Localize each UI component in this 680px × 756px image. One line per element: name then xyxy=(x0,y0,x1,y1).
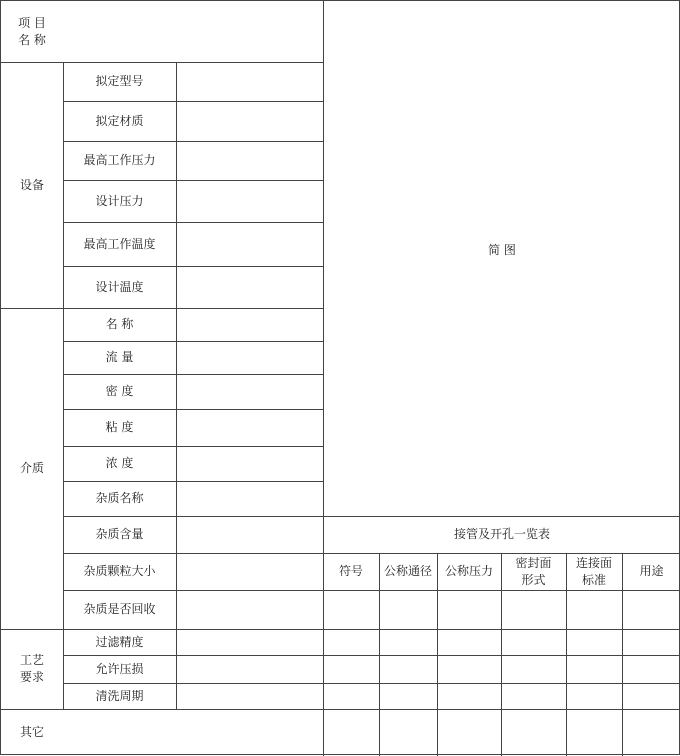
equipment-row-label: 设计压力 xyxy=(95,193,144,208)
medium-row-label: 流 量 xyxy=(105,350,134,364)
process-row-label: 过滤精度 xyxy=(95,634,144,649)
medium-row-label: 杂质含量 xyxy=(95,527,144,541)
sketch-label: 简 图 xyxy=(488,242,516,257)
rule xyxy=(176,62,177,709)
medium-row-label: 杂质颗粒大小 xyxy=(83,564,156,578)
medium-label: 介质 xyxy=(19,461,44,475)
medium-row-label: 名 称 xyxy=(105,317,134,331)
medium-row-label: 杂质名称 xyxy=(95,491,144,505)
medium-row-label: 密 度 xyxy=(105,384,134,398)
other-label: 其它 xyxy=(19,725,44,739)
nozzle-col-header: 连接面 标准 xyxy=(575,555,612,587)
equipment-row-label: 最高工作温度 xyxy=(83,236,156,251)
medium-row-label: 粘 度 xyxy=(105,420,134,434)
project-name-label: 项 目 名 称 xyxy=(18,15,46,47)
nozzle-col-header: 用途 xyxy=(639,564,664,578)
equipment-row-label: 拟定材质 xyxy=(95,113,144,128)
equipment-label: 设备 xyxy=(19,177,44,192)
equipment-row-label: 最高工作压力 xyxy=(83,153,156,167)
medium-row-label: 杂质是否回收 xyxy=(83,602,156,616)
equipment-row-label: 设计温度 xyxy=(95,279,144,294)
nozzle-col-header: 符号 xyxy=(338,564,363,578)
process-row-label: 允许压损 xyxy=(95,661,144,676)
process-row-label: 清洗周期 xyxy=(95,688,144,703)
equipment-row-label: 拟定型号 xyxy=(95,74,144,88)
medium-row-label: 浓 度 xyxy=(105,456,134,470)
nozzle-col-header: 密封面 形式 xyxy=(515,555,552,587)
nozzle-col-header: 公称通径 xyxy=(383,564,432,578)
nozzle-table-title: 接管及开孔一览表 xyxy=(453,527,550,541)
process-label: 工艺 要求 xyxy=(19,653,44,684)
rule xyxy=(1,709,680,710)
nozzle-col-header: 公称压力 xyxy=(444,564,493,578)
